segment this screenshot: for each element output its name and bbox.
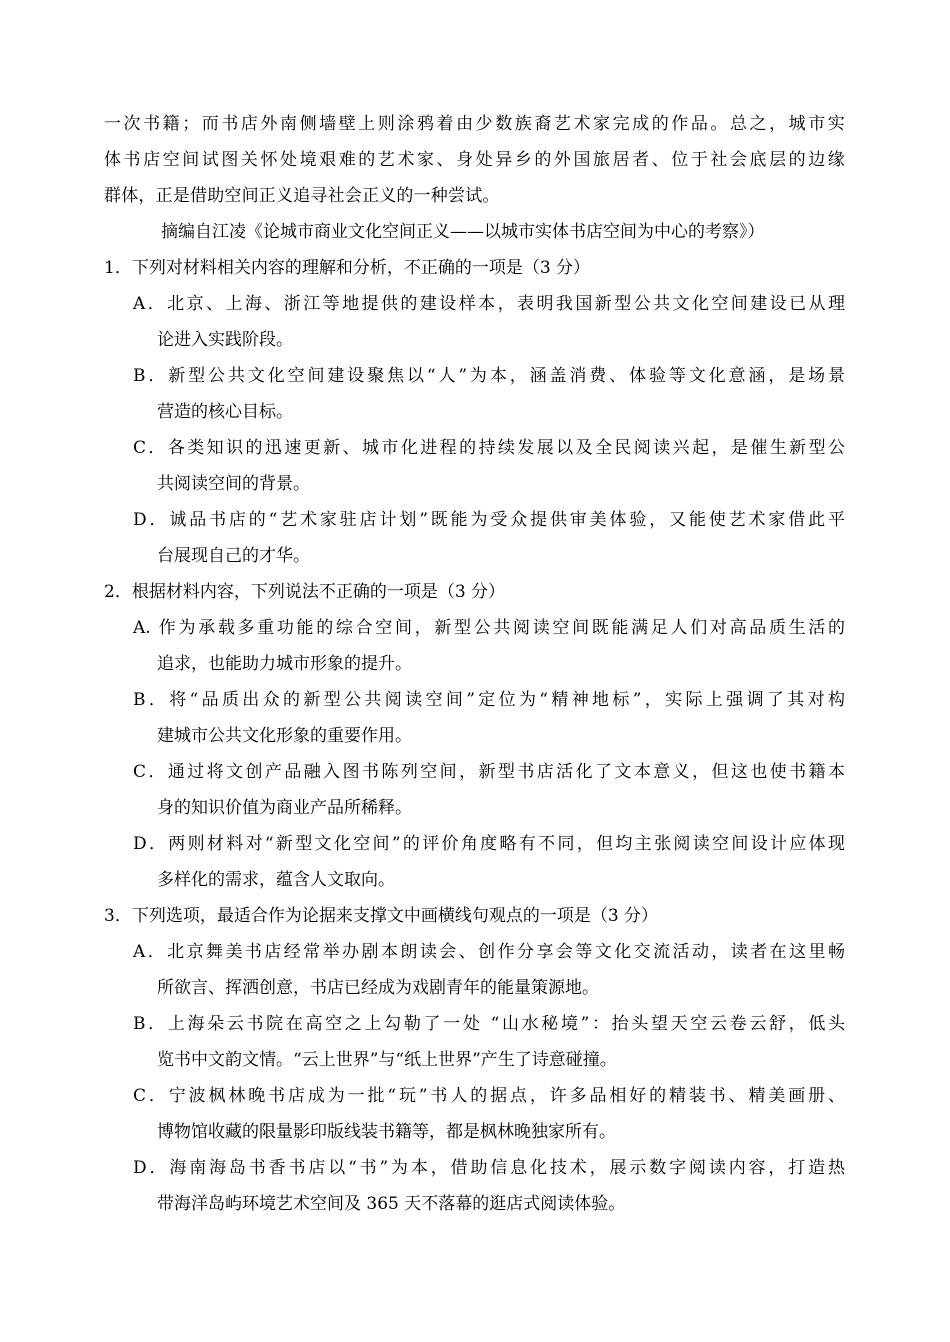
option-line: C．通过将文创产品融入图书陈列空间，新型书店活化了文本意义，但这也使书籍本 xyxy=(133,762,845,782)
option-line: D．两则材料对“新型文化空间”的评价角度略有不同，但均主张阅读空间设计应体现 xyxy=(133,834,845,854)
question-stem: 2．根据材料内容，下列说法不正确的一项是（3 分） xyxy=(104,582,506,602)
option-line: B．新型公共文化空间建设聚焦以“人”为本，涵盖消费、体验等文化意涵，是场景 xyxy=(133,366,845,386)
passage-line: 体书店空间试图关怀处境艰难的艺术家、身处异乡的外国旅居者、位于社会底层的边缘 xyxy=(104,150,845,170)
option-line: 所欲言、挥洒创意，书店已经成为戏剧青年的能量策源地。 xyxy=(157,978,599,998)
question-stem: 1．下列对材料相关内容的理解和分析，不正确的一项是（3 分） xyxy=(104,258,591,278)
question-stem: 3．下列选项，最适合作为论据来支撑文中画横线句观点的一项是（3 分） xyxy=(104,906,659,926)
option-line: 博物馆收藏的限量影印版线装书籍等，都是枫林晚独家所有。 xyxy=(157,1122,616,1142)
option-line: C．宁波枫林晚书店成为一批“玩”书人的据点，许多品相好的精装书、精美画册、 xyxy=(133,1086,845,1106)
option-line: 多样化的需求，蕴含人文取向。 xyxy=(157,870,395,890)
option-line: 营造的核心目标。 xyxy=(157,402,293,422)
option-line: A．北京舞美书店经常举办剧本朗读会、创作分享会等文化交流活动，读者在这里畅 xyxy=(133,942,845,962)
passage-line: 群体，正是借助空间正义追寻社会正义的一种尝试。 xyxy=(104,186,500,206)
option-line: B．将“品质出众的新型公共阅读空间”定位为“精神地标”，实际上强调了其对构 xyxy=(133,690,845,710)
option-line: A．北京、上海、浙江等地提供的建设样本，表明我国新型公共文化空间建设已从理 xyxy=(133,294,845,314)
option-line: D．诚品书店的“艺术家驻店计划”既能为受众提供审美体验，又能使艺术家借此平 xyxy=(133,510,845,530)
option-line: 共阅读空间的背景。 xyxy=(157,474,310,494)
option-line: 论进入实践阶段。 xyxy=(157,330,293,350)
option-line: 追求，也能助力城市形象的提升。 xyxy=(157,654,412,674)
option-line: 览书中文韵文情。“云上世界”与“纸上世界”产生了诗意碰撞。 xyxy=(157,1050,617,1070)
option-line: 建城市公共文化形象的重要作用。 xyxy=(157,726,412,746)
option-line: A. 作为承载多重功能的综合空间，新型公共阅读空间既能满足人们对高品质生活的 xyxy=(133,618,845,638)
option-line: 带海洋岛屿环境艺术空间及 365 天不落幕的逛店式阅读体验。 xyxy=(157,1194,626,1214)
option-line: 台展现自己的才华。 xyxy=(157,546,310,566)
option-line: B．上海朵云书院在高空之上勾勒了一处 “山水秘境”：抬头望天空云卷云舒，低头 xyxy=(133,1014,845,1034)
passage-source: 摘编自江凌《论城市商业文化空间正义——以城市实体书店空间为中心的考察》） xyxy=(161,222,765,242)
option-line: 身的知识价值为商业产品所稀释。 xyxy=(157,798,412,818)
option-line: C．各类知识的迅速更新、城市化进程的持续发展以及全民阅读兴起，是催生新型公 xyxy=(133,438,845,458)
option-line: D．海南海岛书香书店以“书”为本，借助信息化技术，展示数字阅读内容，打造热 xyxy=(133,1158,845,1178)
passage-line: 一次书籍；而书店外南侧墙壁上则涂鸦着由少数族裔艺术家完成的作品。总之，城市实 xyxy=(104,114,845,134)
